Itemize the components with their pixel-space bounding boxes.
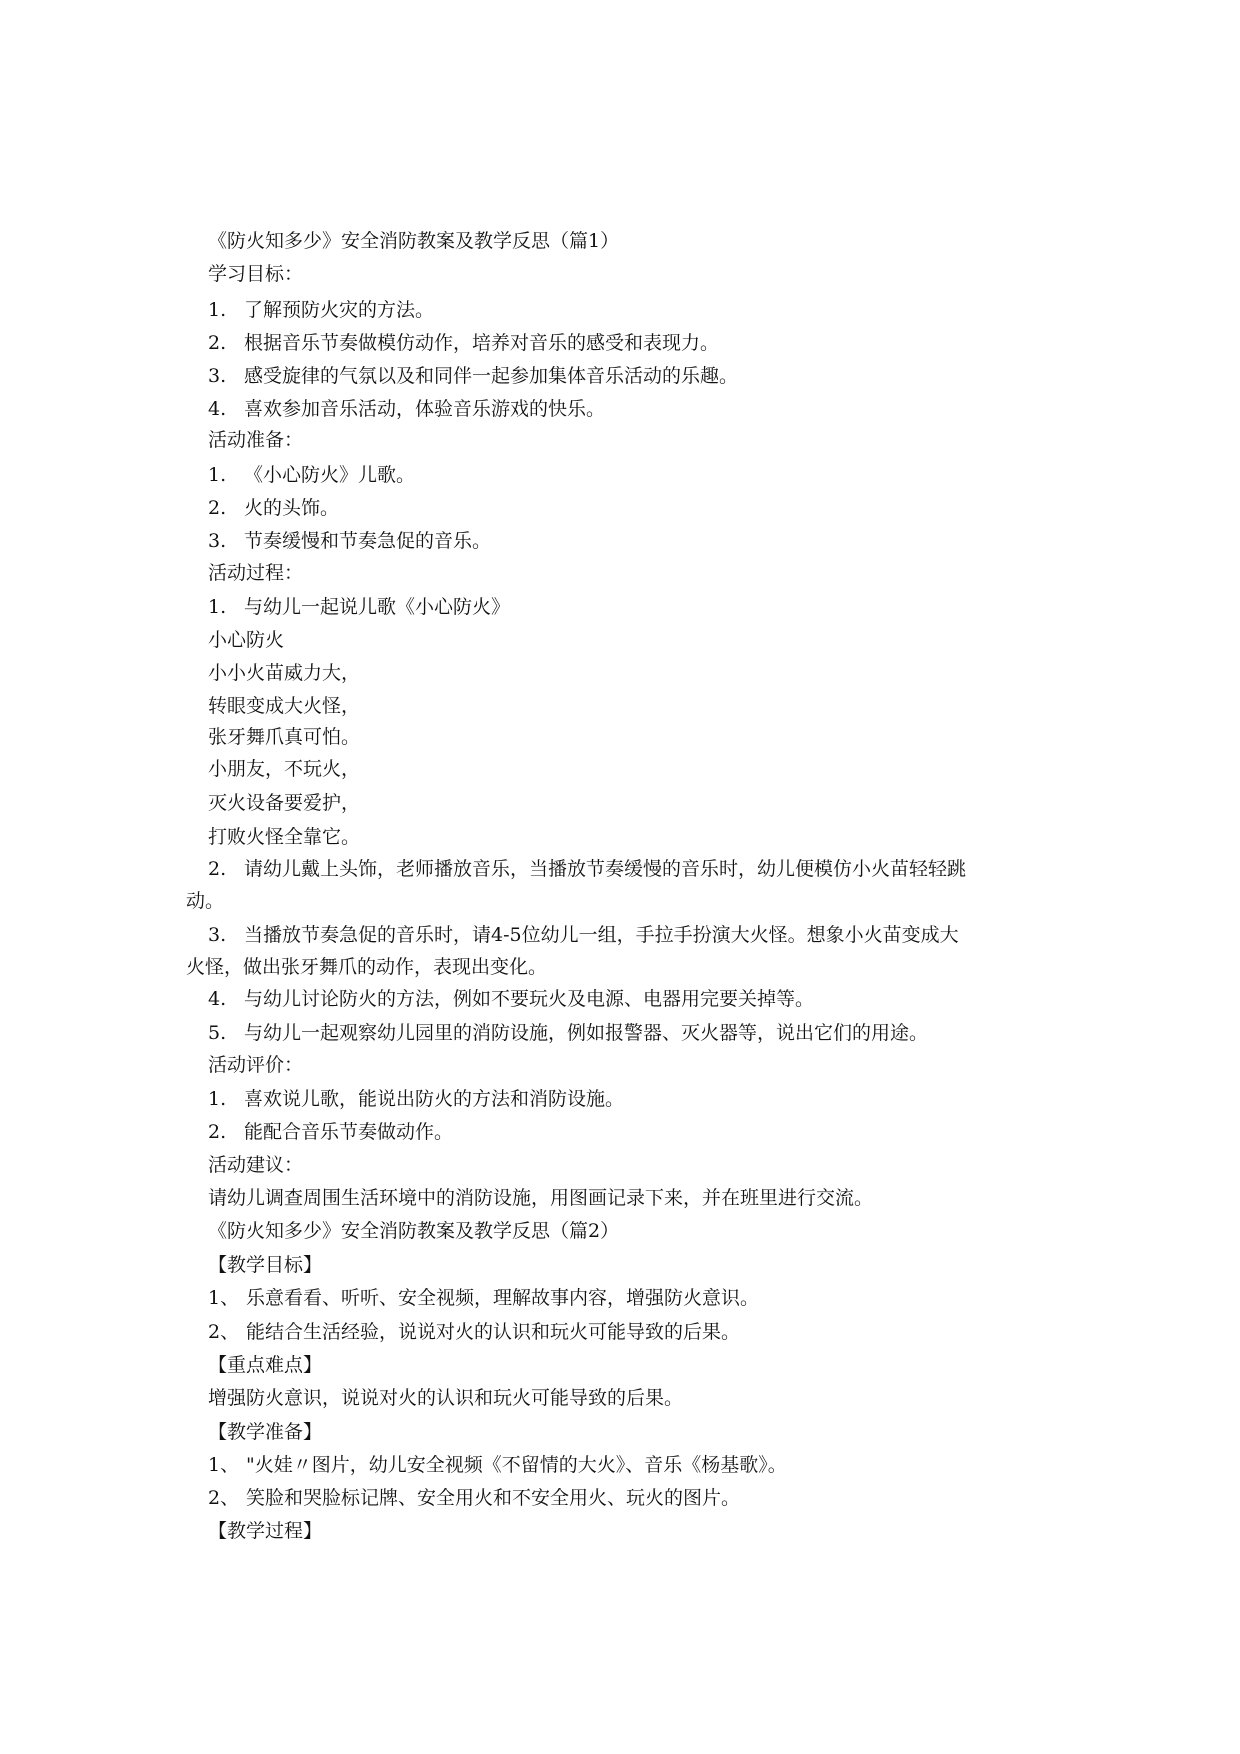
list-item [208, 1453, 787, 1477]
section-heading-teaching-process: 【教学过程】 [208, 1520, 323, 1542]
list-number: 4. [208, 398, 227, 420]
section-heading-key-points: 【重点难点】 [208, 1354, 323, 1376]
list-text: 感受旋律的气氛以及和同伴一起参加集体音乐活动的乐趣。 [244, 365, 739, 387]
list-text: 当播放节奏急促的音乐时，请4-5位幼儿一组，手拉手扮演大火怪。想象小火苗变成大 [244, 924, 959, 946]
list-text: 能配合音乐节奏做动作。 [244, 1121, 454, 1143]
list-text: 根据音乐节奏做模仿动作，培养对音乐的感受和表现力。 [244, 332, 720, 354]
list-item [208, 529, 491, 553]
poem-line: 张牙舞爪真可怕。 [208, 726, 361, 748]
list-number: 5. [208, 1022, 227, 1044]
list-number: 2、 [208, 1321, 240, 1343]
list-text: 与幼儿一起说儿歌《小心防火》 [244, 596, 511, 618]
section-heading-teaching-prep: 【教学准备】 [208, 1421, 323, 1443]
list-number: 1. [208, 1088, 227, 1110]
list-item [208, 496, 339, 520]
list-number: 3. [208, 530, 227, 552]
list-item [208, 857, 966, 881]
list-number: 1、 [208, 1287, 240, 1309]
section-heading-goals: 学习目标： [208, 263, 304, 285]
list-item [208, 463, 415, 487]
section-heading-process: 活动过程： [208, 562, 304, 584]
list-text: 笑脸和哭脸标记牌、安全用火和不安全用火、玩火的图片。 [246, 1487, 741, 1509]
poem-line: 打败火怪全靠它。 [208, 826, 361, 848]
list-text: 了解预防火灾的方法。 [244, 299, 435, 321]
list-number: 1. [208, 596, 227, 618]
poem-line: 小朋友，不玩火， [208, 758, 361, 780]
list-item [208, 987, 814, 1011]
list-text: 请幼儿戴上头饰，老师播放音乐，当播放节奏缓慢的音乐时，幼儿便模仿小火苗轻轻跳 [244, 858, 967, 880]
list-number: 2. [208, 332, 227, 354]
list-item [208, 595, 510, 619]
list-item [208, 1021, 928, 1045]
list-item [208, 923, 959, 947]
list-number: 3. [208, 365, 227, 387]
list-item [208, 1486, 740, 1510]
list-item [208, 331, 719, 355]
list-number: 1. [208, 464, 227, 486]
list-text: 与幼儿一起观察幼儿园里的消防设施，例如报警器、灭火器等，说出它们的用途。 [244, 1022, 929, 1044]
list-text: "火娃〃图片，幼儿安全视频《不留情的大火》、音乐《杨基歌》。 [246, 1454, 787, 1476]
paragraph: 请幼儿调查周围生活环境中的消防设施，用图画记录下来，并在班里进行交流。 [208, 1187, 874, 1209]
list-text: 火的头饰。 [244, 497, 340, 519]
poem-line: 转眼变成大火怪， [208, 695, 361, 717]
list-text: 乐意看看、听听、安全视频，理解故事内容，增强防火意识。 [246, 1287, 760, 1309]
section-heading-teaching-goals: 【教学目标】 [208, 1254, 323, 1276]
list-number: 4. [208, 988, 227, 1010]
list-item [208, 397, 605, 421]
list-text: 喜欢说儿歌，能说出防火的方法和消防设施。 [244, 1088, 625, 1110]
list-number: 1. [208, 299, 227, 321]
list-text: 节奏缓慢和节奏急促的音乐。 [244, 530, 492, 552]
list-text: 《小心防火》儿歌。 [244, 464, 416, 486]
list-text: 喜欢参加音乐活动，体验音乐游戏的快乐。 [244, 398, 606, 420]
poem-line: 灭火设备要爱护， [208, 792, 361, 814]
list-item [208, 1286, 759, 1310]
list-number: 2. [208, 858, 227, 880]
list-number: 1、 [208, 1454, 240, 1476]
list-number: 2. [208, 1121, 227, 1143]
list-text: 能结合生活经验，说说对火的认识和玩火可能导致的后果。 [246, 1321, 741, 1343]
list-number: 2. [208, 497, 227, 519]
list-number: 2、 [208, 1487, 240, 1509]
section-heading-preparation: 活动准备： [208, 429, 304, 451]
list-text: 与幼儿讨论防火的方法，例如不要玩火及电源、电器用完要关掉等。 [244, 988, 815, 1010]
section-heading-suggestion: 活动建议： [208, 1154, 304, 1176]
list-item [208, 1120, 453, 1144]
section-heading-evaluation: 活动评价： [208, 1054, 304, 1076]
list-number: 3. [208, 924, 227, 946]
list-item [208, 1087, 624, 1111]
list-item [208, 298, 434, 322]
article-title-2: 《防火知多少》安全消防教案及教学反思（篇2） [208, 1220, 620, 1242]
list-item-continuation: 动。 [186, 890, 225, 912]
article-title-1: 《防火知多少》安全消防教案及教学反思（篇1） [208, 230, 620, 252]
poem-title: 小心防火 [208, 629, 285, 651]
paragraph: 增强防火意识，说说对火的认识和玩火可能导致的后果。 [208, 1387, 684, 1409]
list-item-continuation: 火怪，做出张牙舞爪的动作，表现出变化。 [186, 956, 548, 978]
list-item [208, 364, 738, 388]
list-item [208, 1320, 740, 1344]
poem-line: 小小火苗威力大， [208, 662, 361, 684]
